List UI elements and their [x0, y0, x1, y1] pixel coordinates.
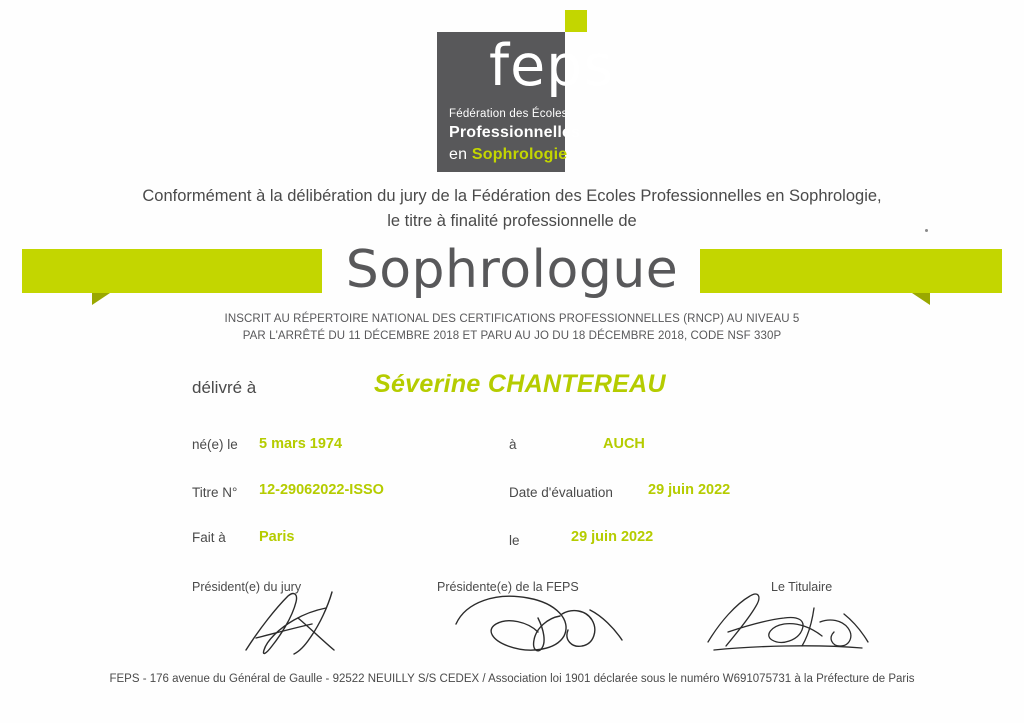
rncp-reference [0, 311, 1024, 345]
holder-signature-label: Le Titulaire [771, 580, 833, 594]
logo-subtitle-highlight: Sophrologie [471, 146, 568, 163]
intro-paragraph [0, 184, 1024, 234]
logo-accent-square-icon [565, 10, 587, 32]
intro-line-2: le titre à finalité professionnelle de [387, 212, 637, 230]
issued-on-label: le [509, 533, 520, 548]
issued-on-value: 29 juin 2022 [571, 529, 654, 545]
title-number-label: Titre N° [192, 485, 238, 500]
feps-president-label: Présidente(e) de la FEPS [437, 580, 579, 594]
logo-subtitle-line-1: Fédération des Écoles [449, 108, 568, 120]
evaluation-date-value: 29 juin 2022 [648, 482, 731, 498]
logo-subtitle-line-3 [449, 146, 567, 164]
title-banner [0, 240, 1024, 301]
issued-at-value: Paris [259, 529, 295, 545]
title-number-value: 12-29062022-ISSO [259, 482, 384, 498]
jury-president-label: Président(e) du jury [192, 580, 302, 594]
birth-date-label: né(e) le [192, 437, 238, 452]
jury-president-signature-icon [236, 588, 406, 663]
rncp-line-2: PAR L'ARRÊTÉ DU 11 DÉCEMBRE 2018 ET PARU AU JO DU 18 DÉCEMBRE 2018, CODE NSF 330P [242, 330, 782, 342]
logo-brand-text [489, 33, 615, 99]
logo-subtitle-line-2: Professionnelles [449, 124, 581, 141]
logo-brand-word: feps [489, 33, 615, 99]
birth-place-value: AUCH [603, 436, 645, 452]
birth-place-label: à [509, 437, 517, 452]
logo-subtitle-prefix: en [449, 146, 472, 163]
feps-president-signature-icon [452, 588, 632, 663]
rncp-line-1: INSCRIT AU RÉPERTOIRE NATIONAL DES CERTIFICATIONS PROFESSIONNELLES (RNCP) AU NIVEAU 5 [224, 313, 800, 325]
certificate-title: Sophrologue [345, 240, 679, 300]
issued-at-label: Fait à [192, 530, 226, 545]
delivered-to-label: délivré à [192, 378, 257, 397]
birth-date-value: 5 mars 1974 [259, 436, 343, 452]
footer-legal-text: FEPS - 176 avenue du Général de Gaulle - 92522 NEUILLY S/S CEDEX / Association loi 1901 déclarée sous le numéro W691075731 à la Préfecture de Paris [109, 673, 915, 685]
intro-line-1: Conformément à la délibération du jury de la Fédération des Ecoles Professionnelles en Sophrologie, [142, 187, 882, 205]
feps-logo [437, 10, 615, 172]
stray-mark [925, 229, 928, 232]
holder-name: Séverine CHANTEREAU [374, 370, 666, 398]
evaluation-date-label: Date d'évaluation [509, 485, 613, 500]
holder-signature-icon [694, 588, 874, 663]
